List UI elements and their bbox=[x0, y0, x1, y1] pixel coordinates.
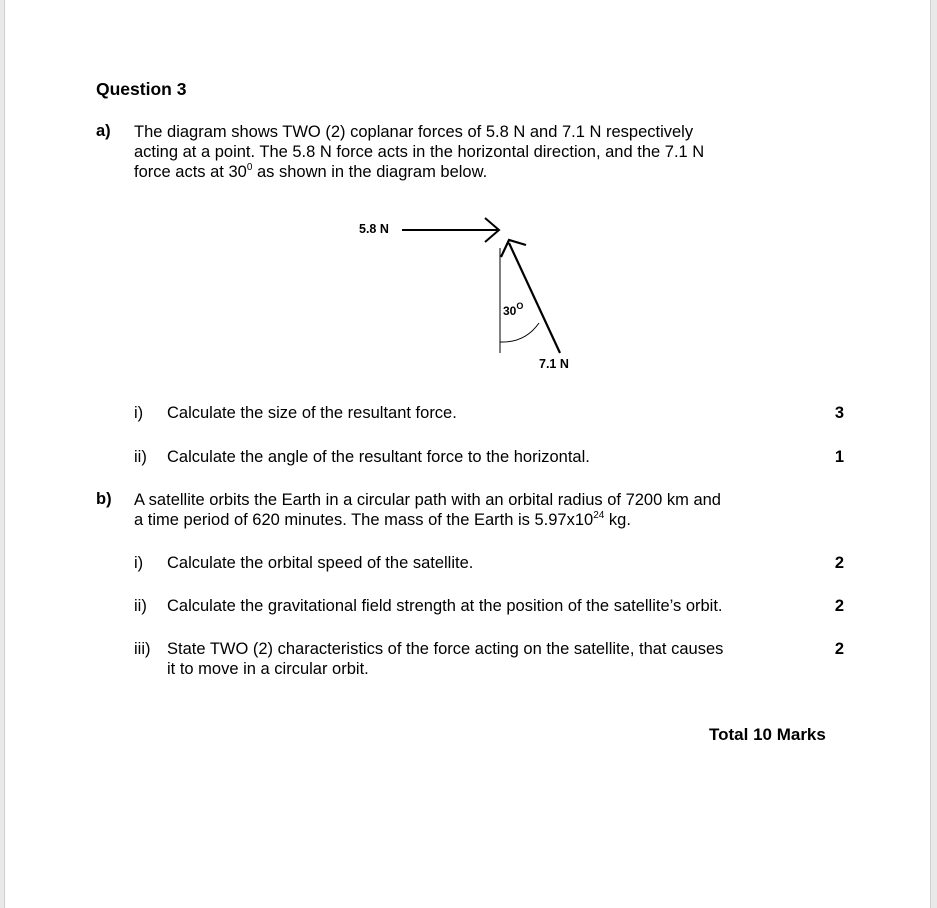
part-a-ii-text: Calculate the angle of the resultant force to the horizontal. bbox=[167, 448, 590, 466]
question-title: Question 3 bbox=[96, 79, 187, 99]
part-a-line-3-post: as shown in the diagram below. bbox=[252, 163, 488, 181]
part-b-iii-num: iii) bbox=[134, 640, 151, 658]
angled-force-arrow bbox=[509, 243, 560, 353]
angle-label bbox=[503, 301, 524, 318]
document-page bbox=[4, 0, 931, 908]
part-b-label: b) bbox=[96, 490, 112, 508]
part-a-label: a) bbox=[96, 122, 111, 140]
force-5-8n-label: 5.8 N bbox=[359, 222, 389, 236]
total-marks: Total 10 Marks bbox=[709, 725, 826, 744]
angle-arc bbox=[500, 323, 539, 342]
part-b-text bbox=[134, 490, 824, 530]
part-b-i-text: Calculate the orbital speed of the satellite. bbox=[167, 554, 474, 572]
degree-sup: 0 bbox=[246, 162, 253, 173]
force-7-1n-label: 7.1 N bbox=[539, 357, 569, 371]
part-b-line-2 bbox=[134, 510, 824, 530]
part-b-iii-line-1: State TWO (2) characteristics of the force acting on the satellite, that causes bbox=[167, 640, 724, 658]
angle-value: 30 bbox=[503, 304, 517, 318]
part-a-line-3 bbox=[134, 162, 814, 182]
part-b-i-marks: 2 bbox=[834, 554, 844, 572]
exponent-sup: 24 bbox=[593, 510, 605, 521]
part-b-iii-marks: 2 bbox=[834, 640, 844, 658]
part-b-ii-marks: 2 bbox=[834, 597, 844, 615]
part-a-i-num: i) bbox=[134, 404, 144, 422]
part-b-line-2-pre: a time period of 620 minutes. The mass of the Earth is 5.97x10 bbox=[134, 511, 594, 529]
part-b-line-2-post: kg. bbox=[604, 511, 631, 529]
part-a-ii-marks: 1 bbox=[834, 448, 844, 466]
part-a-line-2: acting at a point. The 5.8 N force acts in the horizontal direction, and the 7.1 N bbox=[134, 143, 705, 161]
part-b-i-num: i) bbox=[134, 554, 144, 572]
part-b-ii-text: Calculate the gravitational field strength at the position of the satellite’s orbit. bbox=[167, 597, 723, 615]
angle-degree-sup: O bbox=[516, 301, 524, 311]
part-b-line-1: A satellite orbits the Earth in a circular path with an orbital radius of 7200 km and bbox=[134, 491, 721, 509]
part-b-ii-num: ii) bbox=[134, 597, 147, 615]
part-a-line-1: The diagram shows TWO (2) coplanar forces of 5.8 N and 7.1 N respectively bbox=[134, 123, 694, 141]
part-a-text bbox=[134, 122, 814, 182]
part-a-i-text: Calculate the size of the resultant force. bbox=[167, 404, 457, 422]
part-a-ii-num: ii) bbox=[134, 448, 147, 466]
part-a-i-marks: 3 bbox=[834, 404, 844, 422]
part-b-iii-line-2: it to move in a circular orbit. bbox=[167, 660, 369, 678]
part-b-iii-text bbox=[167, 639, 723, 679]
part-a-line-3-pre: force acts at 30 bbox=[134, 163, 247, 181]
force-diagram bbox=[385, 200, 585, 360]
